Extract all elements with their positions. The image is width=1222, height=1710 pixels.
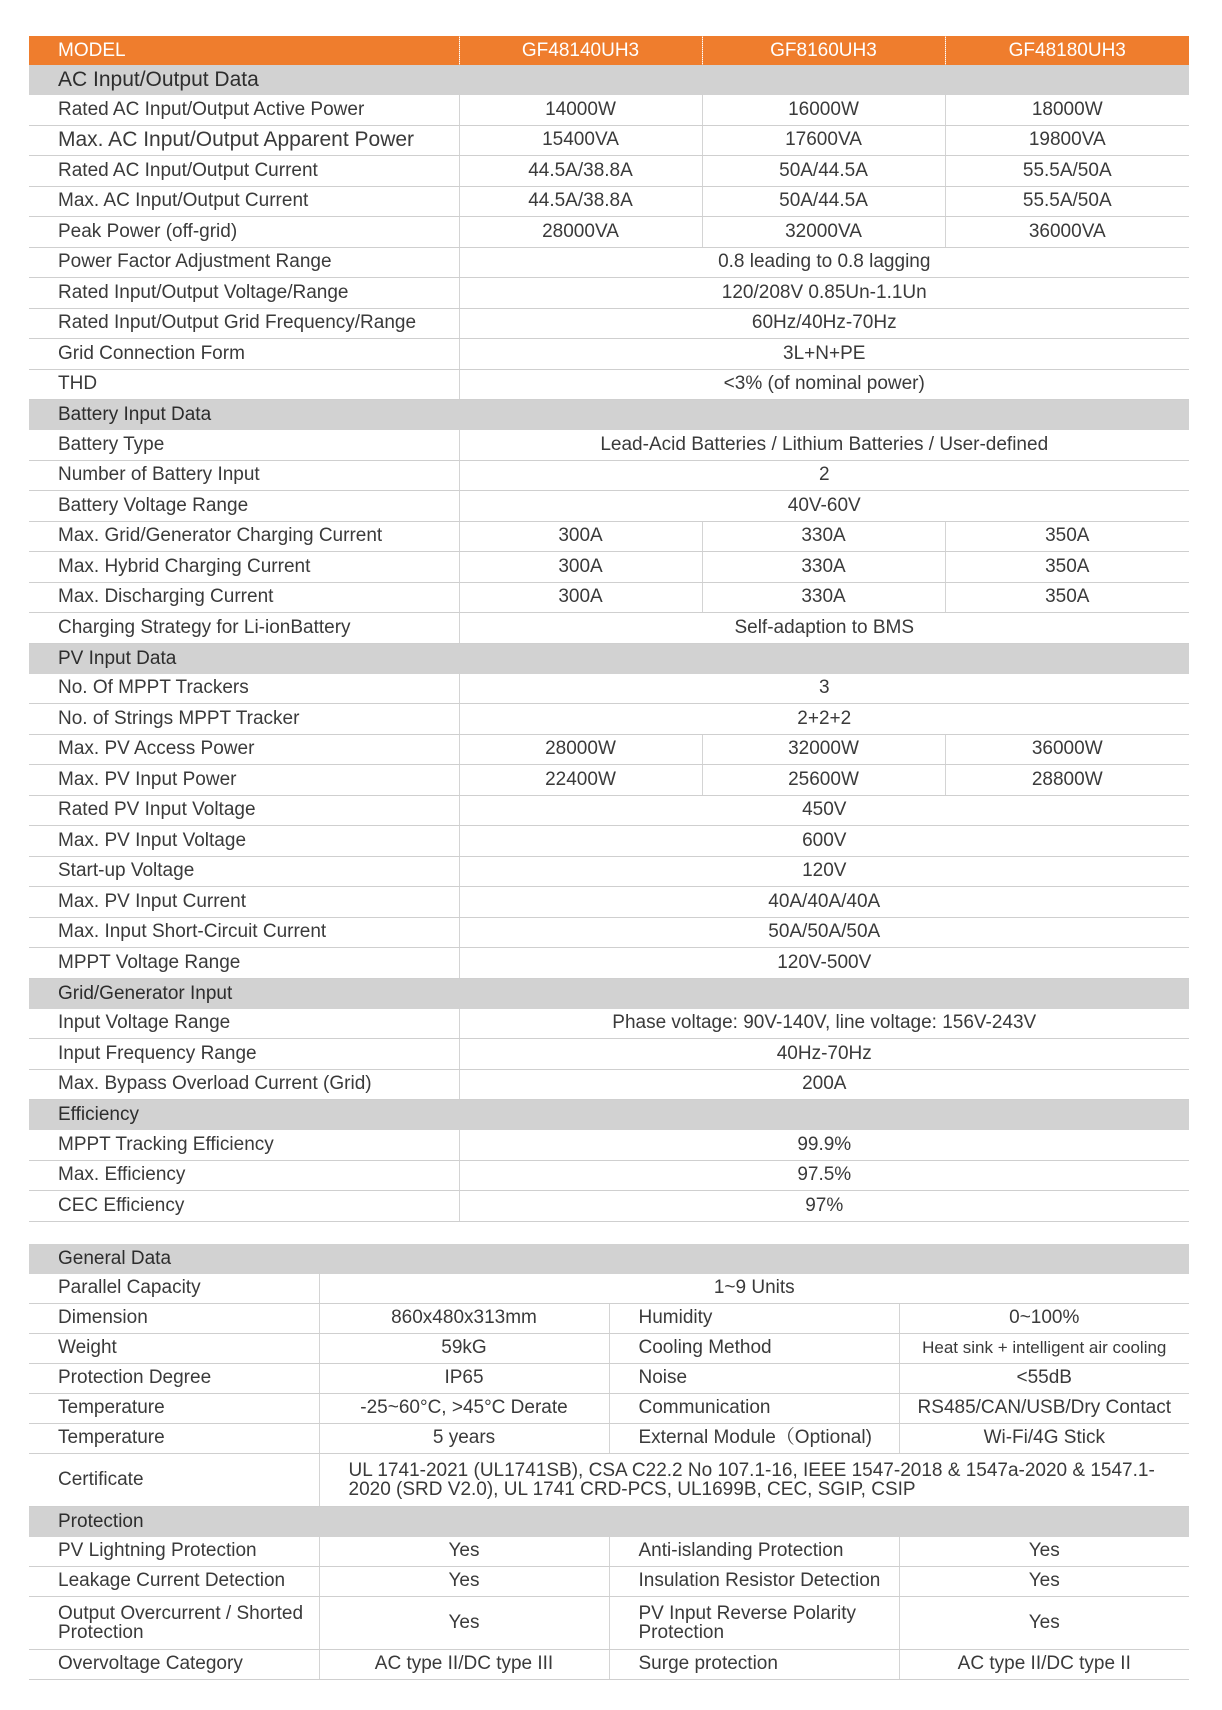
spec-label: Max. Grid/Generator Charging Current: [29, 521, 459, 552]
spec-value: 300A: [459, 552, 702, 583]
spec-label: Weight: [29, 1333, 319, 1363]
spec-value: Yes: [899, 1537, 1189, 1567]
spec-label: Temperature: [29, 1423, 319, 1453]
spec-row: [29, 1160, 1189, 1191]
spec-value: 16000W: [702, 95, 945, 125]
spec-label: Leakage Current Detection: [29, 1566, 319, 1596]
spec-value: 28800W: [945, 765, 1189, 796]
spec-value: RS485/CAN/USB/Dry Contact: [899, 1393, 1189, 1423]
spec-value: 40A/40A/40A: [459, 887, 1189, 918]
section-title: AC Input/Output Data: [29, 65, 1189, 95]
spec-label: External Module（Optional): [609, 1423, 899, 1453]
spec-value: 350A: [945, 521, 1189, 552]
spec-value: 36000W: [945, 734, 1189, 765]
spec-value: 50A/44.5A: [702, 186, 945, 217]
spec-label: Rated AC Input/Output Current: [29, 156, 459, 187]
spec-value: 28000W: [459, 734, 702, 765]
spec-row: [29, 795, 1189, 826]
spec-value: 200A: [459, 1069, 1189, 1100]
spec-table-main: [29, 36, 1189, 1222]
spec-row: [29, 1069, 1189, 1100]
section-title: Grid/Generator Input: [29, 978, 1189, 1009]
spec-label: Output Overcurrent / Shorted Protection: [29, 1596, 319, 1649]
model-name: GF48180UH3: [945, 36, 1189, 65]
spec-row: [29, 278, 1189, 309]
spec-row: [29, 582, 1189, 613]
spec-row: [29, 308, 1189, 339]
spec-value: 59kG: [319, 1333, 609, 1363]
spec-value: 350A: [945, 582, 1189, 613]
section-header: [29, 1244, 1189, 1274]
spec-value: 44.5A/38.8A: [459, 186, 702, 217]
section-title: Battery Input Data: [29, 400, 1189, 431]
spec-row: [29, 217, 1189, 248]
spec-row: [29, 1303, 1189, 1333]
spec-label: Grid Connection Form: [29, 339, 459, 370]
spec-value: 40Hz-70Hz: [459, 1039, 1189, 1070]
spec-value: 300A: [459, 521, 702, 552]
spec-label: THD: [29, 369, 459, 400]
spec-row: [29, 1363, 1189, 1393]
spec-row: [29, 1009, 1189, 1039]
spec-value: 36000VA: [945, 217, 1189, 248]
spec-value: 860x480x313mm: [319, 1303, 609, 1333]
spec-label: Max. Bypass Overload Current (Grid): [29, 1069, 459, 1100]
spec-label: CEC Efficiency: [29, 1191, 459, 1222]
spec-value: 2: [459, 460, 1189, 491]
spec-label: MPPT Voltage Range: [29, 948, 459, 979]
spec-value: 1~9 Units: [319, 1274, 1189, 1304]
spec-label: Charging Strategy for Li-ionBattery: [29, 613, 459, 644]
spec-value: 600V: [459, 826, 1189, 857]
spec-value: 350A: [945, 552, 1189, 583]
spec-row: [29, 156, 1189, 187]
spec-label: Rated Input/Output Voltage/Range: [29, 278, 459, 309]
spec-value: 120V-500V: [459, 948, 1189, 979]
spec-value: 18000W: [945, 95, 1189, 125]
spec-value: Heat sink + intelligent air cooling: [899, 1333, 1189, 1363]
spec-row: [29, 1596, 1189, 1649]
spec-label: Cooling Method: [609, 1333, 899, 1363]
section-title: PV Input Data: [29, 643, 1189, 674]
spec-label: Max. Discharging Current: [29, 582, 459, 613]
spec-value: 44.5A/38.8A: [459, 156, 702, 187]
spec-value: Yes: [319, 1537, 609, 1567]
spec-label: Max. Efficiency: [29, 1160, 459, 1191]
section-title: Efficiency: [29, 1100, 1189, 1131]
spec-label: Max. PV Input Voltage: [29, 826, 459, 857]
spec-row: [29, 1423, 1189, 1453]
spec-label: Rated Input/Output Grid Frequency/Range: [29, 308, 459, 339]
spec-label: Power Factor Adjustment Range: [29, 247, 459, 278]
spec-value: 22400W: [459, 765, 702, 796]
certificate-value: UL 1741-2021 (UL1741SB), CSA C22.2 No 107.1-16, IEEE 1547-2018 & 1547a-2020 & 1547.1-2020 (SRD V2.0), UL 1741 CRD-PCS, UL1699B, CEC, SGIP, CSIP: [319, 1453, 1189, 1506]
section-header: [29, 978, 1189, 1009]
spec-value: 120/208V 0.85Un-1.1Un: [459, 278, 1189, 309]
spec-label: Surge protection: [609, 1649, 899, 1679]
spec-row: [29, 1393, 1189, 1423]
spec-row: [29, 247, 1189, 278]
spec-label: PV Lightning Protection: [29, 1537, 319, 1567]
spec-value: Wi-Fi/4G Stick: [899, 1423, 1189, 1453]
spec-label: No. of Strings MPPT Tracker: [29, 704, 459, 735]
model-name: GF8160UH3: [702, 36, 945, 65]
spec-value: <3% (of nominal power): [459, 369, 1189, 400]
section-header: [29, 400, 1189, 431]
spec-label: Max. Input Short-Circuit Current: [29, 917, 459, 948]
spec-value: 120V: [459, 856, 1189, 887]
spec-label: Max. Hybrid Charging Current: [29, 552, 459, 583]
spec-row: [29, 460, 1189, 491]
spec-row: [29, 917, 1189, 948]
spec-value: 5 years: [319, 1423, 609, 1453]
section-title: Protection: [29, 1506, 1189, 1537]
spec-row: [29, 125, 1189, 156]
spec-value: 17600VA: [702, 125, 945, 156]
model-name: GF48140UH3: [459, 36, 702, 65]
spec-value: 2+2+2: [459, 704, 1189, 735]
spec-label: Max. PV Input Current: [29, 887, 459, 918]
spec-value: AC type II/DC type III: [319, 1649, 609, 1679]
spec-label: Battery Voltage Range: [29, 491, 459, 522]
spec-value: 97.5%: [459, 1160, 1189, 1191]
spec-row: [29, 521, 1189, 552]
section-header: [29, 643, 1189, 674]
spec-label: Max. AC Input/Output Current: [29, 186, 459, 217]
spec-value: 450V: [459, 795, 1189, 826]
spec-row: [29, 704, 1189, 735]
spec-label: Insulation Resistor Detection: [609, 1566, 899, 1596]
spec-label: Max. PV Input Power: [29, 765, 459, 796]
spec-row: [29, 1274, 1189, 1304]
spec-value: 14000W: [459, 95, 702, 125]
spec-row: [29, 491, 1189, 522]
spec-value: 0.8 leading to 0.8 lagging: [459, 247, 1189, 278]
spec-row: [29, 1130, 1189, 1160]
spec-label: Rated PV Input Voltage: [29, 795, 459, 826]
spec-label: Temperature: [29, 1393, 319, 1423]
spec-label: Number of Battery Input: [29, 460, 459, 491]
spec-label: Max. AC Input/Output Apparent Power: [29, 125, 459, 156]
spec-value: 40V-60V: [459, 491, 1189, 522]
spec-row: [29, 1191, 1189, 1222]
spec-label: Communication: [609, 1393, 899, 1423]
section-header: [29, 1100, 1189, 1131]
spec-value: 32000VA: [702, 217, 945, 248]
spec-row: [29, 1333, 1189, 1363]
spec-row: [29, 734, 1189, 765]
spec-value: Lead-Acid Batteries / Lithium Batteries / User-defined: [459, 430, 1189, 460]
spec-value: 300A: [459, 582, 702, 613]
spec-value: IP65: [319, 1363, 609, 1393]
spec-row: [29, 1649, 1189, 1679]
spec-row: [29, 552, 1189, 583]
spec-value: Yes: [319, 1596, 609, 1649]
spec-value: Yes: [899, 1596, 1189, 1649]
spec-value: 32000W: [702, 734, 945, 765]
spec-value: -25~60°C, >45°C Derate: [319, 1393, 609, 1423]
spec-row: [29, 765, 1189, 796]
spec-row: [29, 1039, 1189, 1070]
spec-row: [29, 887, 1189, 918]
spec-value: 15400VA: [459, 125, 702, 156]
spec-label: Anti-islanding Protection: [609, 1537, 899, 1567]
spec-label: Protection Degree: [29, 1363, 319, 1393]
model-label: MODEL: [29, 36, 459, 65]
spec-value: 330A: [702, 582, 945, 613]
spec-value: Phase voltage: 90V-140V, line voltage: 156V-243V: [459, 1009, 1189, 1039]
spec-label: Start-up Voltage: [29, 856, 459, 887]
spec-row: [29, 339, 1189, 370]
spec-row: [29, 1453, 1189, 1506]
spec-label: Input Voltage Range: [29, 1009, 459, 1039]
spec-value: 60Hz/40Hz-70Hz: [459, 308, 1189, 339]
spec-row: [29, 613, 1189, 644]
spec-label: Noise: [609, 1363, 899, 1393]
section-header: [29, 1506, 1189, 1537]
spec-sheet: [29, 36, 1189, 1680]
spec-label: Humidity: [609, 1303, 899, 1333]
spec-row: [29, 826, 1189, 857]
spec-label: Peak Power (off-grid): [29, 217, 459, 248]
spec-row: [29, 948, 1189, 979]
spec-row: [29, 856, 1189, 887]
spec-value: 55.5A/50A: [945, 186, 1189, 217]
spec-value: <55dB: [899, 1363, 1189, 1393]
spec-row: [29, 186, 1189, 217]
spec-label: Dimension: [29, 1303, 319, 1333]
spec-label: Rated AC Input/Output Active Power: [29, 95, 459, 125]
spec-value: 50A/44.5A: [702, 156, 945, 187]
spec-value: 25600W: [702, 765, 945, 796]
spec-value: 99.9%: [459, 1130, 1189, 1160]
spec-value: 19800VA: [945, 125, 1189, 156]
spec-table-general: [29, 1244, 1189, 1680]
spec-value: 50A/50A/50A: [459, 917, 1189, 948]
spec-label: Certificate: [29, 1453, 319, 1506]
spec-value: Yes: [899, 1566, 1189, 1596]
spec-row: [29, 369, 1189, 400]
spec-label: Overvoltage Category: [29, 1649, 319, 1679]
spec-row: [29, 430, 1189, 460]
spec-value: AC type II/DC type II: [899, 1649, 1189, 1679]
spec-value: 330A: [702, 521, 945, 552]
spec-label: Max. PV Access Power: [29, 734, 459, 765]
spec-value: Yes: [319, 1566, 609, 1596]
spec-label: No. Of MPPT Trackers: [29, 674, 459, 704]
spec-value: 3: [459, 674, 1189, 704]
spec-value: Self-adaption to BMS: [459, 613, 1189, 644]
spec-label: PV Input Reverse Polarity Protection: [609, 1596, 899, 1649]
spec-label: MPPT Tracking Efficiency: [29, 1130, 459, 1160]
section-title: General Data: [29, 1244, 1189, 1274]
spec-label: Battery Type: [29, 430, 459, 460]
spec-value: 0~100%: [899, 1303, 1189, 1333]
spec-row: [29, 674, 1189, 704]
model-header-row: [29, 36, 1189, 65]
spec-value: 97%: [459, 1191, 1189, 1222]
spec-row: [29, 1537, 1189, 1567]
section-header: [29, 65, 1189, 95]
spec-label: Parallel Capacity: [29, 1274, 319, 1304]
spec-label: Input Frequency Range: [29, 1039, 459, 1070]
spec-value: 330A: [702, 552, 945, 583]
spec-value: 55.5A/50A: [945, 156, 1189, 187]
spec-value: 28000VA: [459, 217, 702, 248]
spec-row: [29, 1566, 1189, 1596]
spec-value: 3L+N+PE: [459, 339, 1189, 370]
spec-row: [29, 95, 1189, 125]
